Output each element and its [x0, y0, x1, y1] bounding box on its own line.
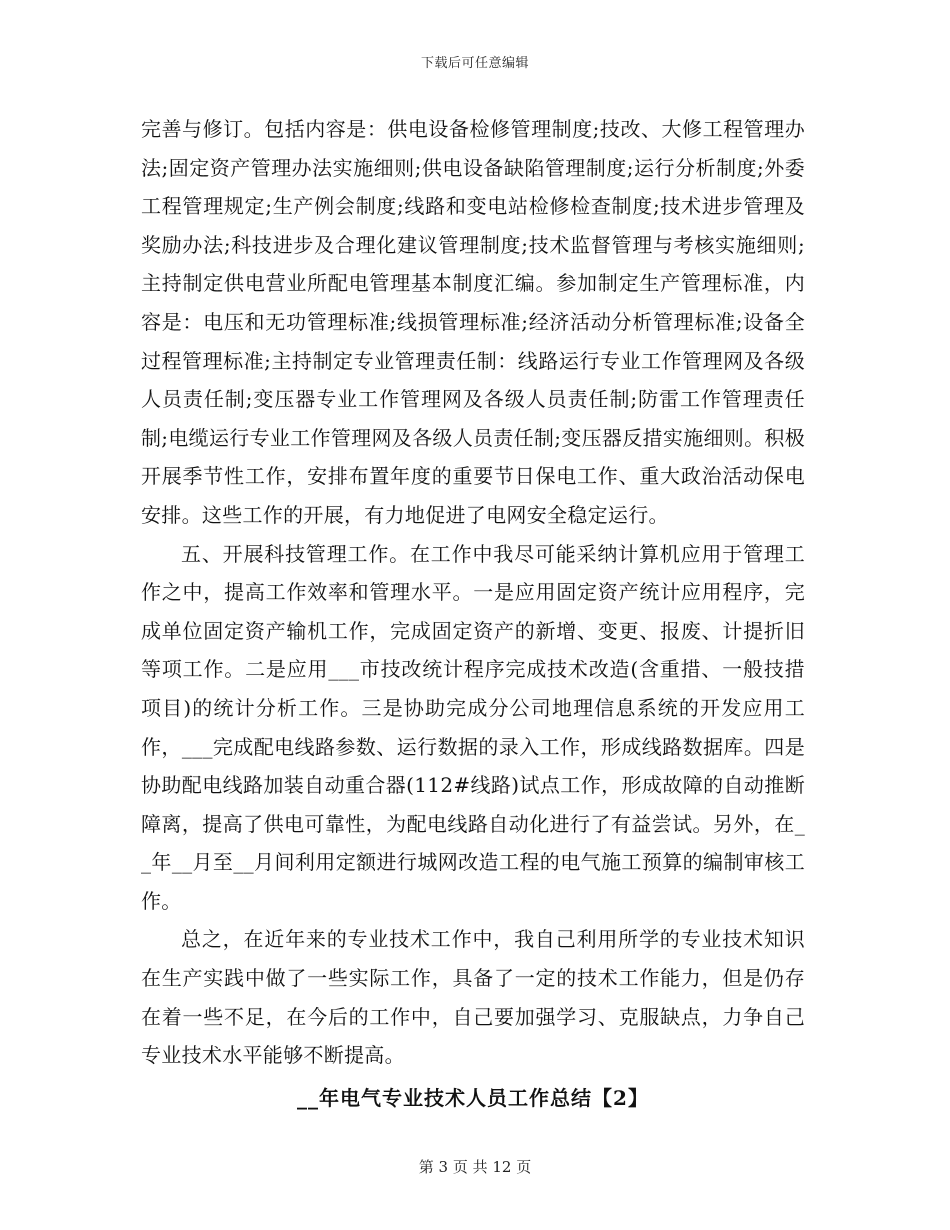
section-title: __年电气专业技术人员工作总结【2】 — [297, 1085, 649, 1110]
paragraph-continuation: 完善与修订。包括内容是：供电设备检修管理制度;技改、大修工程管理办法;固定资产管理办法实施细则;供电设备缺陷管理制度;运行分析制度;外委工程管理规定;生产例会制度;线路和变电站检修检查制度;技术进步管理及奖励办法;科技进步及合理化建议管理制度;技术监督管理与考核实施细则;主持制定供电营业所配电管理基本制度汇编。参加制定生产管理标准，内容是：电压和无功管理标准;线损管理标准;经济活动分析管理标准;设备全过程管理标准;主持制定专业管理责任制：线路运行专业工作管理网及各级人员责任制;变压器专业工作管理网及各级人员责任制;防雷工作管理责任制;电缆运行专业工作管理网及各级人员责任制;变压器反措实施细则。积极开展季节性工作，安排布置年度的重要节日保电工作、重大政治活动保电安排。这些工作的开展，有力地促进了电网安全稳定运行。 — [141, 117, 805, 527]
page-footer: 第 3 页 共 12 页 — [418, 1158, 532, 1176]
page-header: 下载后可任意编辑 — [420, 56, 529, 71]
document-body — [141, 110, 805, 1117]
paragraph-summary: 总之，在近年来的专业技术工作中，我自己利用所学的专业技术知识在生产实践中做了一些实际工作，具备了一定的技术工作能力，但是仍存在着一些不足，在今后的工作中，自己要加强学习、克服缺点，力争自己专业技术水平能够不断提高。 — [141, 927, 805, 1068]
paragraph-tech-management: 五、开展科技管理工作。在工作中我尽可能采纳计算机应用于管理工作之中，提高工作效率和管理水平。一是应用固定资产统计应用程序，完成单位固定资产输机工作，完成固定资产的新增、变更、报废、计提折旧等项工作。二是应用___市技改统计程序完成技术改造(含重措、一般技措项目)的统计分析工作。三是协助完成分公司地理信息系统的开发应用工作，___完成配电线路参数、运行数据的录入工作，形成线路数据库。四是协助配电线路加装自动重合器(112#线路)试点工作，形成故障的自动推断障离，提高了供电可靠性，为配电线路自动化进行了有益尝试。另外，在__年__月至__月间利用定额进行城网改造工程的电气施工预算的编制审核工作。 — [141, 541, 805, 913]
